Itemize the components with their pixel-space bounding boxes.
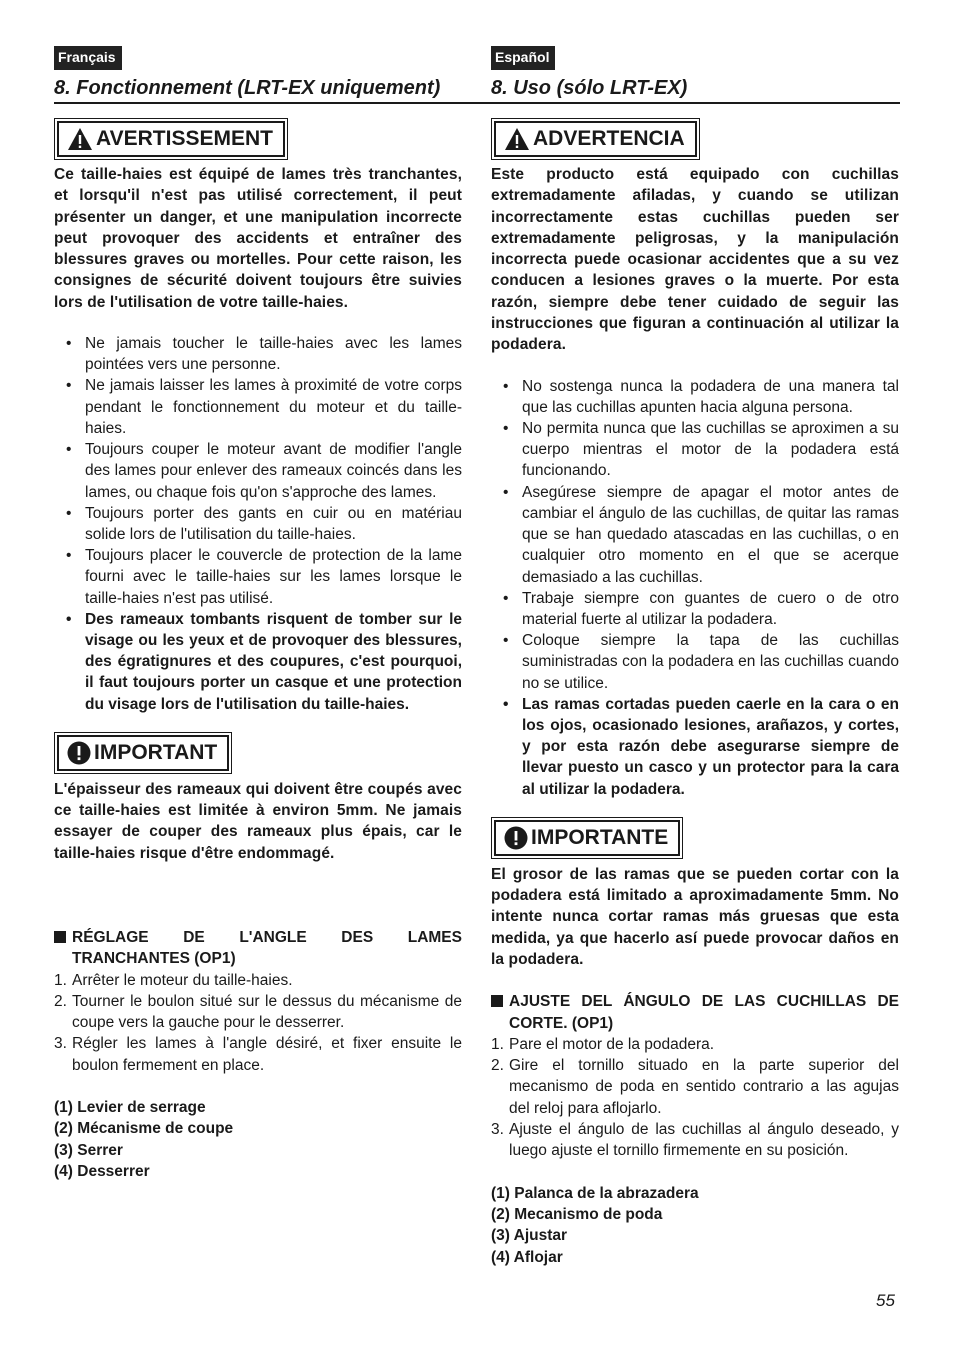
section-title: 8. Uso (sólo LRT-EX) — [491, 77, 688, 99]
steps-list — [491, 1034, 899, 1162]
warning-box — [494, 121, 697, 157]
warning-text: Este producto está equipado con cuchillas extremadamente afiladas, y cuando se utilizan incorrectamente estas cuchillas pueden ser extremadamente peligrosas, y la manipulación incorrecta puede ocasionar accidentes que a su vez conducen a lesiones graves o la muerte. Por esta razón, siempre debe tener cuidado de seguir las instrucciones que figuran a continuación al utilizar la podadera. — [491, 166, 899, 354]
warning-label: AVERTISSEMENT — [96, 127, 273, 150]
list-item: 2. Tourner le boulon situé sur le dessus du mécanisme de coupe vers la gauche pour le desserrer. — [54, 992, 462, 1032]
subsection-heading — [54, 927, 462, 970]
list-item: 2. Gire el tornillo situado en la parte superior del mecanismo de poda en sentido contrario a las agujas del reloj para aflojarlo. — [491, 1057, 899, 1117]
safety-bullets — [491, 376, 899, 800]
steps-list — [54, 970, 462, 1076]
subsection-title: RÉGLAGE DE L'ANGLE DES LAMES TRANCHANTES (OP1) — [72, 928, 462, 968]
list-item: • No sostenga nunca la podadera de una manera tal que las cuchillas apunten hacia alguna persona. — [491, 376, 899, 418]
list-item: • Ne jamais laisser les lames à proximité de votre corps pendant le fonctionnement du moteur et du taille-haies. — [54, 375, 462, 439]
list-item: • Asegúrese siempre de apagar el motor antes de cambiar el ángulo de las cuchillas, de quitar las ramas que se han quedado atascadas en las cuchillas, o en cualquier otro momento en el que se acerque demasiado a las cuchillas. — [491, 482, 899, 588]
important-box — [57, 735, 229, 771]
list-item: • Coloque siempre la tapa de las cuchillas suministradas con la podadera en las cuchillas cuando no se utilice. — [491, 630, 899, 694]
list-item: 3. Ajuste el ángulo de las cuchillas al ángulo deseado, y luego ajuste el tornillo firmemente en su posición. — [491, 1121, 899, 1160]
safety-bullets — [54, 333, 462, 715]
important-label: IMPORTANTE — [531, 825, 669, 849]
legend-item: (1) Levier de serrage — [54, 1099, 206, 1116]
important-text: El grosor de las ramas que se pueden cortar con la podadera está limitado a aproximadamente 5mm. No intente nunca cortar ramas más gruesas que esta medida, ya que hacerlo así puede provocar daños en la podadera. — [491, 865, 899, 968]
important-text: L'épaisseur des rameaux qui doivent être coupés avec ce taille-haies est limitée à environ 5mm. Ne jamais essayer de couper des rameaux plus épais, car le taille-haies risque d'être endommagé. — [54, 780, 462, 862]
legend-item: (4) Desserrer — [54, 1163, 150, 1181]
page-number: 55 — [876, 1291, 895, 1310]
language-tab: Español — [491, 46, 555, 70]
list-item: 1. Arrêter le moteur du taille-haies. — [54, 971, 293, 989]
subsection-heading — [491, 991, 899, 1034]
list-item: • Toujours placer le couvercle de protection de la lame fourni avec le taille-haies sur les lames lorsque le taille-haies n'est pas utilisé. — [54, 545, 462, 609]
legend-item: (2) Mécanisme de coupe — [54, 1120, 234, 1138]
legend-item: (3) Ajustar — [491, 1227, 568, 1245]
legend — [54, 1097, 462, 1183]
list-item: • Des rameaux tombants risquent de tomber sur le visage ou les yeux et de provoquer des blessures, des égratignures et des coupures, c'est pourquoi, il faut toujours porter un casque et une protection du visage lors de l'utilisation du taille-haies. — [54, 609, 462, 715]
warning-triangle-icon — [67, 127, 93, 151]
spanish-column — [491, 46, 899, 1268]
list-item: 3. Régler les lames à l'angle désiré, et fixer ensuite le boulon fermement en place. — [54, 1035, 462, 1074]
subsection-title: AJUSTE DEL ÁNGULO DE LAS CUCHILLAS DE CORTE. (OP1) — [509, 993, 899, 1032]
legend — [491, 1183, 899, 1269]
section-title: 8. Fonctionnement (LRT-EX uniquement) — [54, 77, 441, 99]
important-box — [494, 820, 680, 856]
warning-text: Ce taille-haies est équipé de lames très tranchantes, et lorsqu'il n'est pas utilisé correctement, il peut présenter un danger, et une manipulation incorrecte peut provoquer des accidents et entraîner des blessures graves ou mortelles. Pour cette raison, les consignes de sécurité doivent toujours être suivies lors de l'utilisation de votre taille-haies. — [54, 166, 462, 311]
warning-box — [57, 121, 285, 157]
exclamation-circle-icon — [504, 826, 528, 850]
list-item: • Toujours couper le moteur avant de modifier l'angle des lames pour enlever des rameaux coincés dans les lames, ou chaque fois qu'on s'approche des lames. — [54, 439, 462, 503]
list-item: • No permita nunca que las cuchillas se aproximen a su cuerpo mientras el motor de la podadera está funcionando. — [491, 418, 899, 482]
list-item: • Trabaje siempre con guantes de cuero o de otro material fuerte al utilizar la podadera. — [491, 588, 899, 630]
legend-item: (2) Mecanismo de poda — [491, 1206, 663, 1223]
legend-item: (3) Serrer — [54, 1141, 123, 1159]
list-item: • Toujours porter des gants en cuir ou en matériau solide lors de l'utilisation du taille-haies. — [54, 503, 462, 545]
list-item: • Ne jamais toucher le taille-haies avec les lames pointées vers une personne. — [54, 333, 462, 375]
square-bullet-icon — [491, 995, 503, 1007]
exclamation-circle-icon — [67, 741, 91, 765]
list-item: • Las ramas cortadas pueden caerle en la cara o en los ojos, ocasionado lesiones, arañazos, y cortes, y por esta razón debe asegurarse siempre de llevar puesto un casco y un protector para la cara al utilizar la podadera. — [491, 694, 899, 800]
legend-item: (4) Aflojar — [491, 1248, 563, 1266]
important-label: IMPORTANT — [94, 740, 218, 764]
warning-triangle-icon — [504, 127, 530, 151]
list-item: 1. Pare el motor de la podadera. — [491, 1035, 715, 1053]
language-tab: Français — [54, 46, 122, 70]
legend-item: (1) Palanca de la abrazadera — [491, 1184, 699, 1202]
square-bullet-icon — [54, 931, 66, 943]
french-column — [54, 46, 462, 1183]
warning-label: ADVERTENCIA — [533, 127, 685, 150]
